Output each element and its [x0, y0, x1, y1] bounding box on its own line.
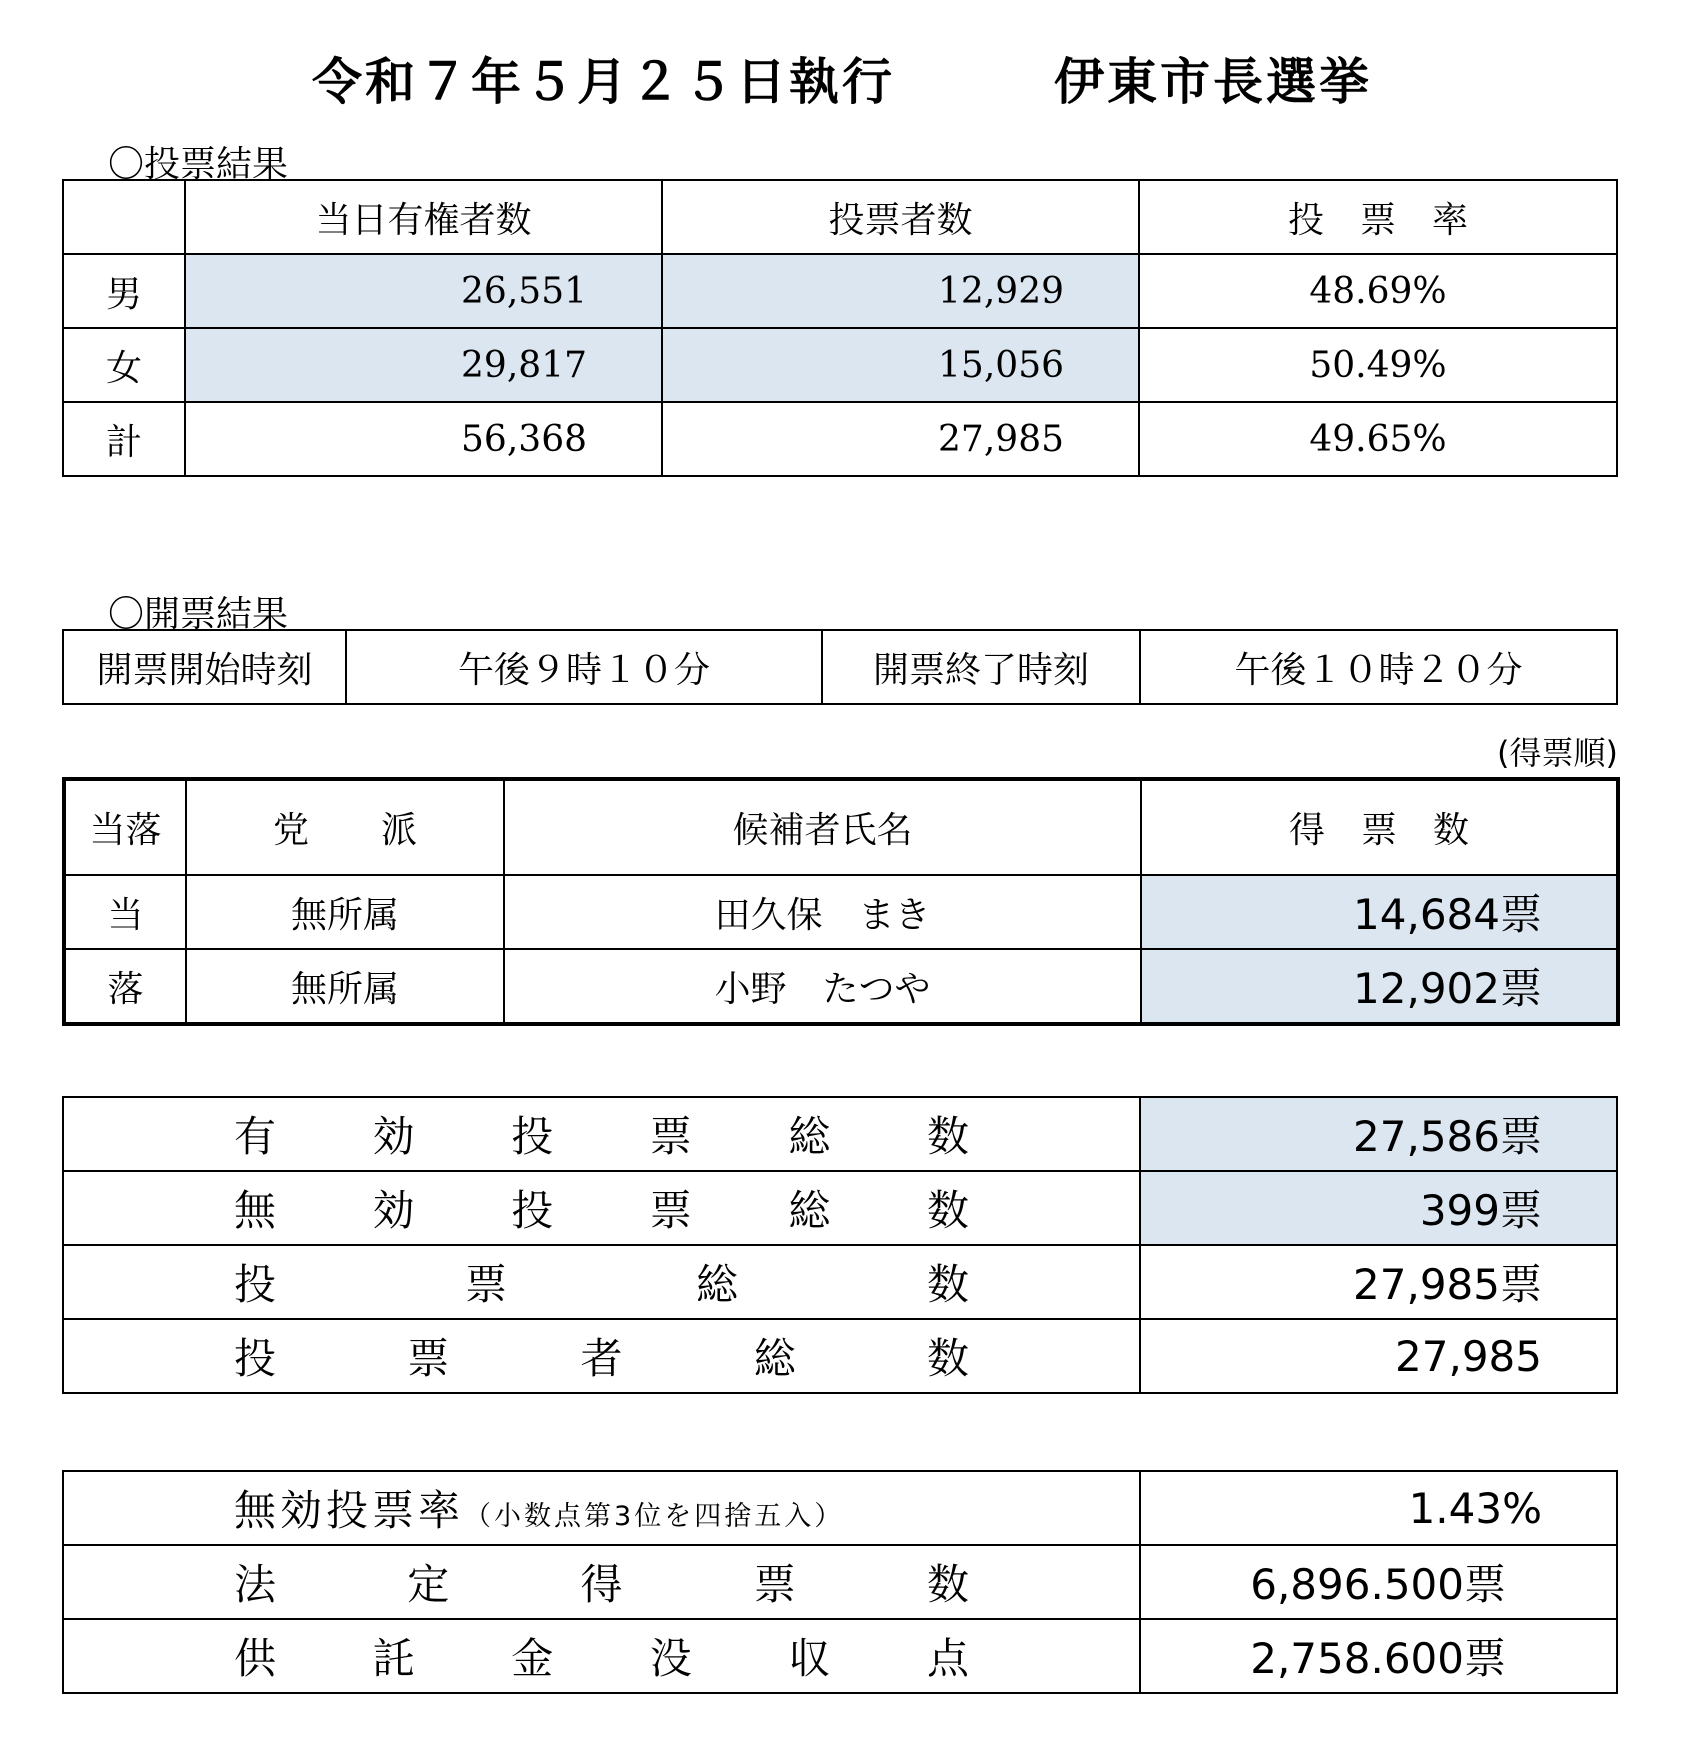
label-char: 票: [753, 1560, 796, 1609]
turnout-header-row: [63, 180, 1617, 254]
legal-votes-value: 6,896.500票: [1140, 1545, 1617, 1619]
turnout-row-total: [63, 402, 1617, 476]
turnout-eligible-cell: 29,817: [185, 328, 662, 402]
turnout-eligible-cell: 56,368: [185, 402, 662, 476]
label-char: 数: [926, 1560, 969, 1609]
candidates-header-result: 当落: [64, 779, 186, 875]
label-char: 票: [407, 1334, 450, 1383]
counting-start-label: 開票開始時刻: [63, 630, 346, 704]
candidate-party: 無所属: [186, 875, 504, 949]
label-char: 供: [234, 1634, 277, 1683]
counting-end-label: 開票終了時刻: [822, 630, 1140, 704]
turnout-header-voters: 投票者数: [662, 180, 1139, 254]
turnout-row-male: [63, 254, 1617, 328]
totals-value: 27,586票: [1140, 1097, 1617, 1171]
label-char: 投: [234, 1334, 277, 1383]
label-char: 票: [464, 1260, 507, 1309]
totals-value: 27,985票: [1140, 1245, 1617, 1319]
label-char: 無: [234, 1186, 277, 1235]
turnout-rate-cell: 49.65%: [1139, 402, 1617, 476]
label-char: 定: [407, 1560, 450, 1609]
label-char: 総: [695, 1260, 738, 1309]
totals-label: [63, 1319, 1140, 1393]
label-char: 金: [511, 1634, 554, 1683]
label-char: 票: [649, 1112, 692, 1161]
turnout-header-corner: [63, 180, 185, 254]
totals-value: 27,985: [1140, 1319, 1617, 1393]
label-char: 数: [926, 1260, 969, 1309]
counting-end-time: 午後１０時２０分: [1140, 630, 1617, 704]
stats-row-legal-votes: [63, 1545, 1617, 1619]
label-char: 没: [649, 1634, 692, 1683]
stats-row-deposit: [63, 1619, 1617, 1693]
totals-label: [63, 1245, 1140, 1319]
label-char: 点: [926, 1634, 969, 1683]
candidates-header-party: 党 派: [186, 779, 504, 875]
label-char: 総: [788, 1112, 831, 1161]
candidate-row: [64, 949, 1618, 1024]
invalid-rate-label-cell: [63, 1471, 1140, 1545]
label-char: 票: [649, 1186, 692, 1235]
label-char: 者: [580, 1334, 623, 1383]
totals-row-valid: [63, 1097, 1617, 1171]
label-char: 総: [788, 1186, 831, 1235]
label-char: 効: [372, 1186, 415, 1235]
deposit-value: 2,758.600票: [1140, 1619, 1617, 1693]
counting-section-label: 〇開票結果: [108, 594, 289, 635]
candidates-header-row: [64, 779, 1618, 875]
totals-row-ballots: [63, 1245, 1617, 1319]
turnout-table: [62, 179, 1618, 477]
candidate-row: [64, 875, 1618, 949]
totals-table: [62, 1096, 1618, 1394]
turnout-row-label: 男: [63, 254, 185, 328]
invalid-rate-label: 無効投票率: [234, 1486, 465, 1535]
turnout-eligible-cell: 26,551: [185, 254, 662, 328]
turnout-section-label: 〇投票結果: [108, 144, 289, 185]
candidates-header-name: 候補者氏名: [504, 779, 1141, 875]
label-char: 数: [926, 1334, 969, 1383]
label-char: 託: [372, 1634, 415, 1683]
label-char: 収: [788, 1634, 831, 1683]
label-char: 得: [580, 1560, 623, 1609]
totals-value: 399票: [1140, 1171, 1617, 1245]
stats-table: [62, 1470, 1618, 1694]
candidate-name: 田久保 まき: [504, 875, 1141, 949]
invalid-rate-note: （小数点第3位を四捨五入）: [464, 1501, 845, 1532]
label-char: 数: [926, 1112, 969, 1161]
candidates-header-votes: 得 票 数: [1141, 779, 1618, 875]
stats-row-invalid-rate: [63, 1471, 1617, 1545]
totals-label: [63, 1171, 1140, 1245]
candidate-name: 小野 たつや: [504, 949, 1141, 1024]
turnout-voters-cell: 27,985: [662, 402, 1139, 476]
page-title: 令和７年５月２５日執行 伊東市長選挙: [312, 53, 1372, 111]
candidate-result: 落: [64, 949, 186, 1024]
counting-start-time: 午後９時１０分: [346, 630, 822, 704]
label-char: 投: [234, 1260, 277, 1309]
turnout-row-label: 女: [63, 328, 185, 402]
turnout-row-label: 計: [63, 402, 185, 476]
counting-table: [62, 629, 1618, 705]
totals-row-voters: [63, 1319, 1617, 1393]
turnout-header-eligible: 当日有権者数: [185, 180, 662, 254]
label-char: 総: [753, 1334, 796, 1383]
candidates-table: [62, 777, 1620, 1026]
candidate-votes: 12,902票: [1141, 949, 1618, 1024]
candidate-votes: 14,684票: [1141, 875, 1618, 949]
legal-votes-label: [63, 1545, 1140, 1619]
order-note: (得票順): [1497, 734, 1618, 772]
counting-row: [63, 630, 1617, 704]
turnout-voters-cell: 12,929: [662, 254, 1139, 328]
label-char: 効: [372, 1112, 415, 1161]
totals-row-invalid: [63, 1171, 1617, 1245]
label-char: 投: [511, 1186, 554, 1235]
candidate-result: 当: [64, 875, 186, 949]
deposit-label: [63, 1619, 1140, 1693]
totals-label: [63, 1097, 1140, 1171]
label-char: 数: [926, 1186, 969, 1235]
turnout-rate-cell: 48.69%: [1139, 254, 1617, 328]
label-char: 法: [234, 1560, 277, 1609]
turnout-header-rate: 投 票 率: [1139, 180, 1617, 254]
turnout-rate-cell: 50.49%: [1139, 328, 1617, 402]
turnout-row-female: [63, 328, 1617, 402]
turnout-voters-cell: 15,056: [662, 328, 1139, 402]
candidate-party: 無所属: [186, 949, 504, 1024]
invalid-rate-value: 1.43%: [1140, 1471, 1617, 1545]
label-char: 投: [511, 1112, 554, 1161]
label-char: 有: [234, 1112, 277, 1161]
